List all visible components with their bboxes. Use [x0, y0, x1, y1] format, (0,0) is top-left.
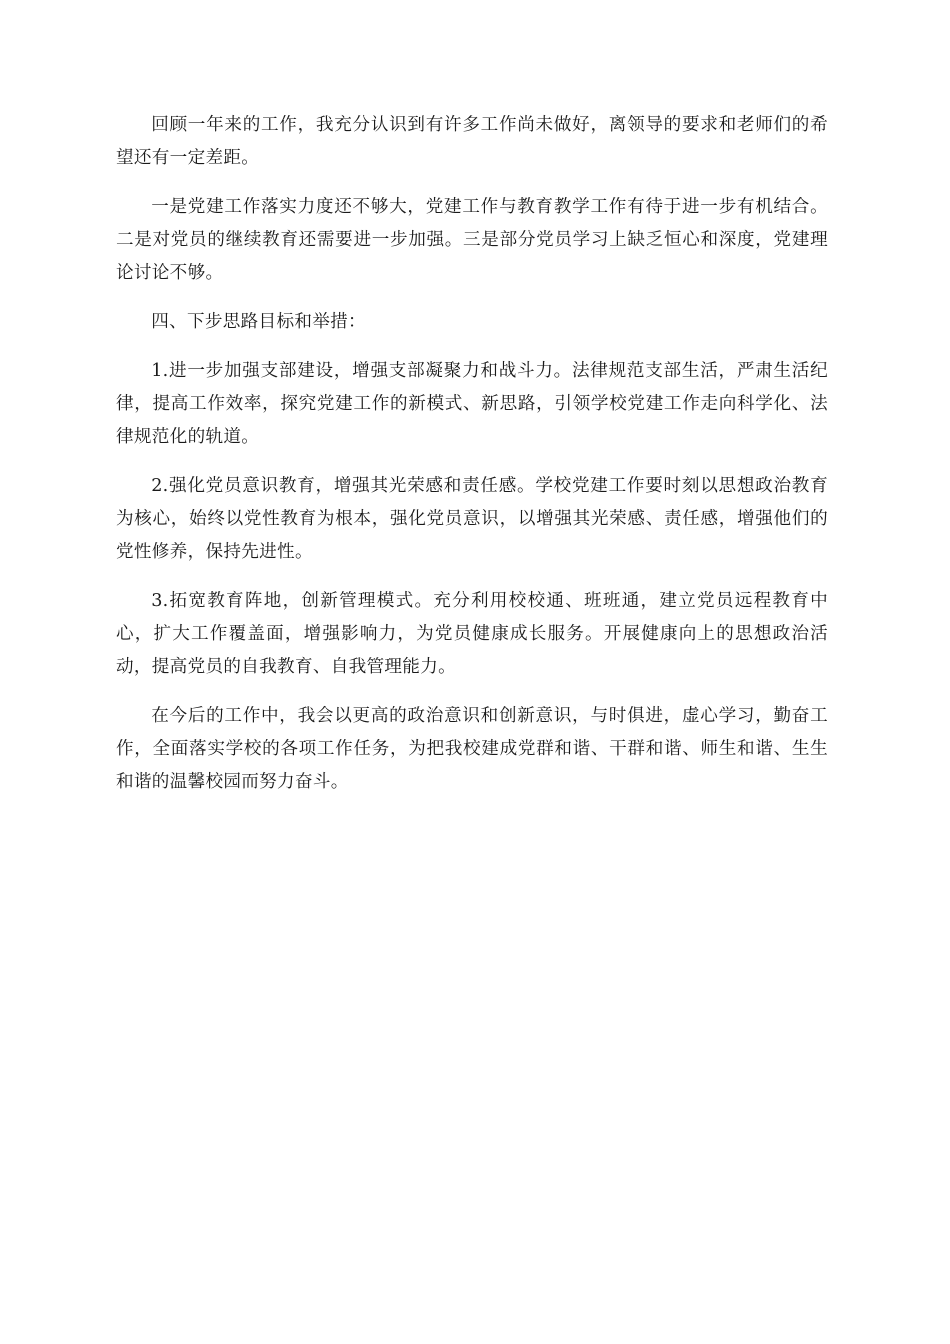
- paragraph-shortcomings: 一是党建工作落实力度还不够大，党建工作与教育教学工作有待于进一步有机结合。二是对党员的继续教育还需要进一步加强。三是部分党员学习上缺乏恒心和深度，党建理论讨论不够。: [116, 197, 828, 283]
- paragraph-conclusion: 在今后的工作中，我会以更高的政治意识和创新意识，与时俱进，虚心学习，勤奋工作，全面落实学校的各项工作任务，为把我校建成党群和谐、干群和谐、师生和谐、生生和谐的温馨校园而努力奋斗。: [116, 706, 828, 792]
- section-heading-next-steps: 四、下步思路目标和举措：: [151, 312, 366, 332]
- document-body: [116, 109, 828, 815]
- paragraph-measure-2: 2.强化党员意识教育，增强其光荣感和责任感。学校党建工作要时刻以思想政治教育为核心，始终以党性教育为根本，强化党员意识，以增强其光荣感、责任感，增强他们的党性修养，保持先进性。: [116, 476, 828, 562]
- paragraph-measure-3: 3.拓宽教育阵地，创新管理模式。充分利用校校通、班班通，建立党员远程教育中心，扩大工作覆盖面，增强影响力，为党员健康成长服务。开展健康向上的思想政治活动，提高党员的自我教育、自我管理能力。: [116, 591, 828, 677]
- paragraph-review: 回顾一年来的工作，我充分认识到有许多工作尚未做好，离领导的要求和老师们的希望还有一定差距。: [116, 115, 828, 168]
- paragraph-measure-1: 1.进一步加强支部建设，增强支部凝聚力和战斗力。法律规范支部生活，严肃生活纪律，提高工作效率，探究党建工作的新模式、新思路，引领学校党建工作走向科学化、法律规范化的轨道。: [116, 361, 828, 447]
